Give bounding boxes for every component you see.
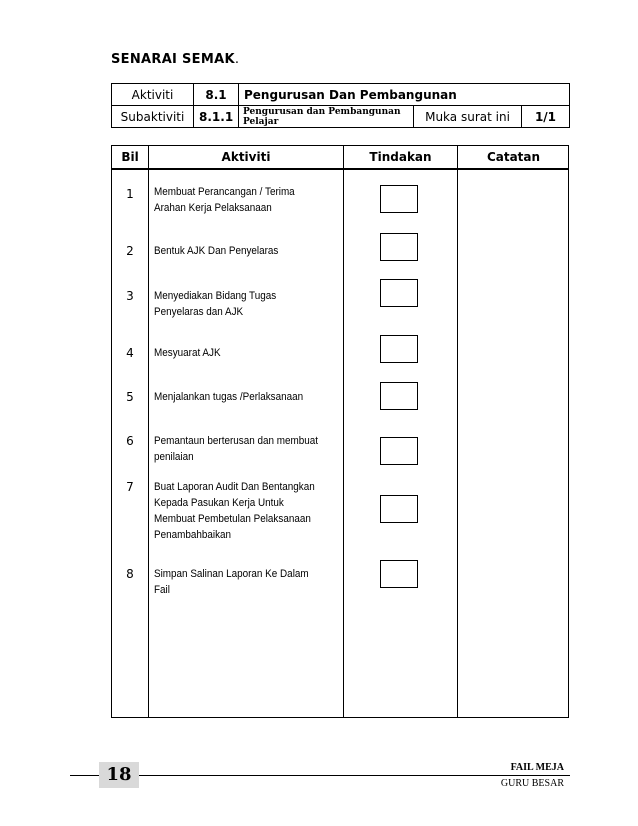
subaktiviti-code: 8.1.1 xyxy=(194,106,239,128)
page-number: 18 xyxy=(99,762,139,788)
row-activity: Simpan Salinan Laporan Ke Dalam Fail xyxy=(154,568,309,596)
footer-fail-meja: FAIL MEJA xyxy=(510,762,564,773)
footer-guru-besar: GURU BESAR xyxy=(500,778,564,789)
aktiviti-name: Pengurusan Dan Pembangunan xyxy=(239,84,570,106)
activity-header-table xyxy=(111,83,570,128)
aktiviti-label: Aktiviti xyxy=(112,84,194,106)
tindakan-checkbox[interactable] xyxy=(380,437,418,465)
row-number: 2 xyxy=(126,244,134,258)
muka-surat-label: Muka surat ini xyxy=(414,106,522,128)
tindakan-checkbox[interactable] xyxy=(380,495,418,523)
row-activity: Menjalankan tugas /Perlaksanaan xyxy=(154,391,304,403)
row-activity: Buat Laporan Audit Dan Bentangkan Kepada Pasukan Kerja Untuk Membuat Pembetulan Pelaksanaan Penambahbaikan xyxy=(154,481,315,541)
tindakan-checkbox[interactable] xyxy=(380,382,418,410)
subaktiviti-label: Subaktiviti xyxy=(112,106,194,128)
row-activity: Membuat Perancangan / Terima Arahan Kerja Pelaksanaan xyxy=(154,186,295,214)
col-header-catatan: Catatan xyxy=(486,150,541,164)
row-number: 1 xyxy=(126,187,134,201)
col-header-bil: Bil xyxy=(121,150,139,164)
row-number: 8 xyxy=(126,567,134,581)
page-title xyxy=(111,52,239,67)
tindakan-checkbox[interactable] xyxy=(380,233,418,261)
col-header-aktiviti: Aktiviti xyxy=(221,150,271,164)
title-suffix: . xyxy=(234,52,240,67)
column-divider xyxy=(148,146,149,717)
row-activity: Mesyuarat AJK xyxy=(154,347,221,359)
title-text: SENARAI SEMAK xyxy=(111,52,235,67)
column-divider xyxy=(343,146,344,717)
subaktiviti-name: Pengurusan dan Pembangunan Pelajar xyxy=(239,106,414,128)
muka-surat-value: 1/1 xyxy=(522,106,570,128)
footer-divider xyxy=(70,775,570,776)
column-divider xyxy=(457,146,458,717)
tindakan-checkbox[interactable] xyxy=(380,185,418,213)
tindakan-checkbox[interactable] xyxy=(380,335,418,363)
row-activity: Menyediakan Bidang Tugas Penyelaras dan AJK xyxy=(154,290,277,318)
col-header-tindakan: Tindakan xyxy=(369,150,432,164)
row-number: 4 xyxy=(126,346,134,360)
row-activity: Bentuk AJK Dan Penyelaras xyxy=(154,245,279,257)
checklist-table xyxy=(111,145,569,718)
aktiviti-row xyxy=(112,84,570,106)
subaktiviti-row xyxy=(112,106,570,128)
tindakan-checkbox[interactable] xyxy=(380,560,418,588)
row-activity: Pemantaun berterusan dan membuat penilaian xyxy=(154,435,319,463)
row-number: 3 xyxy=(126,289,134,303)
row-number: 6 xyxy=(126,434,134,448)
row-number: 7 xyxy=(126,480,134,494)
row-number: 5 xyxy=(126,390,134,404)
tindakan-checkbox[interactable] xyxy=(380,279,418,307)
aktiviti-code: 8.1 xyxy=(194,84,239,106)
table-header-row xyxy=(112,146,568,170)
